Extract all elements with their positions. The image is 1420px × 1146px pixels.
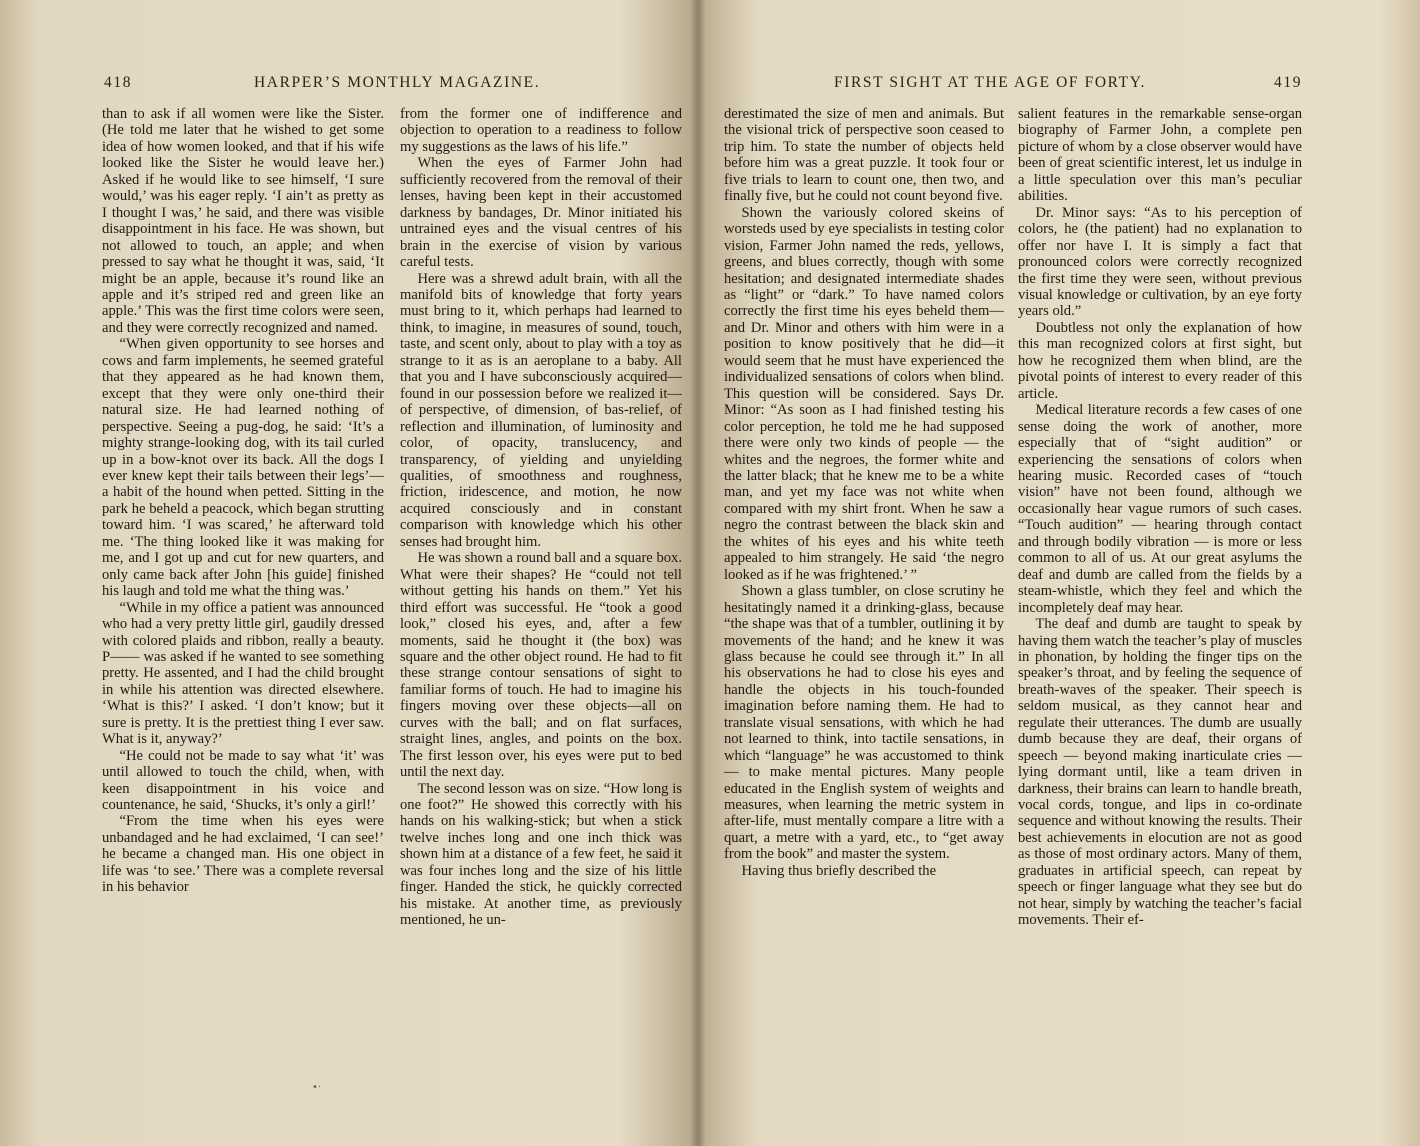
right-column-1 (724, 106, 1004, 1066)
paragraph: Doubtless not only the explanation of how this man recognized colors at first sight, but how he recognized them when blind, are the pivotal points of interest to every reader of this article. (1018, 319, 1302, 402)
paragraph: “While in my office a patient was announced who had a very pretty little girl, gaudily dressed with colored plaids and ribbon, really a beauty. P—— was asked if he wanted to see something pretty. He assented, and I had the child brought in while his attention was directed elsewhere. ‘What is this?’ I asked. ‘I don’t know; but it sure is pretty. It is the prettiest thing I ever saw. What is it, anyway?’ (102, 599, 384, 748)
paragraph: “When given opportunity to see horses and cows and farm implements, he seemed grateful that they appeared as he had known them, except that they were only one-third their natural size. He had learned nothing of perspective. Seeing a pug-dog, he said: ‘It’s a mighty strange-looking dog, with its tail curled up in a bow-knot over its back. All the dogs I ever knew kept their tails between their legs’—a habit of the hound when petted. Sitting in the park he beheld a peacock, which began strutting toward him. ‘I was scared,’ he afterward told me. ‘The thing looked like it was making for me, and I got up and cut for new quarters, and only came back after John [his guide] finished his laugh and told me what the thing was.’ (102, 336, 384, 600)
paragraph: salient features in the remarkable sense-organ biography of Farmer John, a complete pen picture of whom by a close observer would have been of great scientific interest, let us indulge in a little speculation over this man’s peculiar abilities. (1018, 106, 1302, 205)
right-column-2 (1018, 106, 1302, 1066)
running-head-left: HARPER’S MONTHLY MAGAZINE. (254, 74, 541, 91)
paragraph: Shown a glass tumbler, on close scrutiny he hesitatingly named it a drinking-glass, because “the shape was that of a tumbler, outlining it by movements of the hand; and he knew it was glass because he could see through it.” In all his observations he had to close his eyes and handle the objects in his touch-founded imagination before naming them. He had to translate visual sensations, with which he had not learned to think, into tactile sensations, in which “language” he was accustomed to think — to make mental pictures. Many people educated in the English system of weights and measures, when learning the metric system in after-life, must mentally compare a litre with a quart, a metre with a yard, etc., to “get away from the book” and master the system. (724, 583, 1004, 863)
paragraph: “He could not be made to say what ‘it’ was until allowed to touch the child, when, with keen disappointment in his voice and countenance, he said, ‘Shucks, it’s only a girl!’ (102, 747, 384, 814)
page-number-left: 418 (104, 74, 133, 91)
paragraph: than to ask if all women were like the Sister. (He told me later that he wished to get some idea of how women looked, and that if his wife looked like the Sister he would leave her.) Asked if he would like to see himself, ‘I sure would,’ was his eager reply. ‘I ain’t as pretty as I thought I was,’ he said, and there was visible disappointment in his face. He was shown, but not allowed to touch, an apple; and when pressed to say what he thought it was, said, ‘It might be an apple, because it’s round like an apple and it’s striped red and green like an apple.’ This was the first time colors were seen, and they were correctly recognized and named. (102, 106, 384, 336)
paragraph: from the former one of indifference and objection to operation to a readiness to follow my suggestions as the laws of his life.” (400, 106, 682, 155)
left-column-1 (102, 106, 384, 1066)
paragraph: Dr. Minor says: “As to his perception of colors, he (the patient) had no explanation to offer nor have I. It is simply a fact that pronounced colors were correctly recognized the first time they were seen, without previous visual knowledge or cultivation, by an eye forty years old.” (1018, 204, 1302, 320)
paragraph: The second lesson was on size. “How long is one foot?” He showed this correctly with his hands on his walking-stick; but when a stick twelve inches long and one inch thick was shown him at a distance of a few feet, he said it was four inches long and the size of his little finger. Handed the stick, he quickly corrected his mistake. At another time, as previously mentioned, he un- (400, 780, 682, 929)
paragraph: Medical literature records a few cases of one sense doing the work of another, more especially that of “sight audition” or experiencing the sensations of colors when hearing music. Recorded cases of “touch vision” have not been found, although we occasionally hear vague rumors of such cases. “Touch audition” — hearing through contact and through bodily vibration — is more or less common to all of us. At our great asylums the deaf and dumb are called from the fields by a steam-whistle, which they feel and which the incompletely deaf may hear. (1018, 402, 1302, 616)
running-head-right: FIRST SIGHT AT THE AGE OF FORTY. (834, 74, 1146, 91)
paragraph: “From the time when his eyes were unbandaged and he had exclaimed, ‘I can see!’ he became a changed man. His one object in life was ‘to see.’ There was a complete reversal in his behavior (102, 813, 384, 896)
left-page (0, 0, 698, 1146)
paragraph: He was shown a round ball and a square box. What were their shapes? He “could not tell without getting his hands on them.” Yet his third effort was successful. He “took a good look,” closed his eyes, and, after a few moments, said he thought it (the box) was square and the other object round. He had to fit these strange contour sensations of sight to familiar forms of touch. He had to imagine his fingers moving over these objects—all on curves with the ball; and on flat surfaces, straight lines, angles, and points on the box. The first lesson over, his eyes were put to bed until the next day. (400, 550, 682, 781)
paragraph: When the eyes of Farmer John had sufficiently recovered from the removal of their lenses, having been kept in their accustomed darkness by bandages, Dr. Minor initiated his untrained eyes and the visual centres of his brain in the exercise of vision by various careful tests. (400, 155, 682, 271)
paragraph: The deaf and dumb are taught to speak by having them watch the teacher’s play of muscles in phonation, by holding the finger tips on the speaker’s throat, and by feeling the sequence of breath-waves of the speaker. Their speech is seldom musical, as they cannot hear and regulate their utterances. The dumb are usually dumb because they are deaf, their organs of speech — beyond making inarticulate cries — lying dormant until, like a team driven in darkness, their brains can learn to handle breath, vocal cords, tongue, and lips in co-ordinate sequence and without knowing the results. Their best achievements in elocution are not as good as those of most ordinary actors. Many of them, graduates in artificial speech, can repeat by speech or finger language what they see but do not hear, simply by watching the teacher’s facial movements. Their ef- (1018, 616, 1302, 929)
page-number-right: 419 (1274, 74, 1303, 91)
right-page (702, 0, 1420, 1146)
left-column-2 (400, 106, 682, 1066)
ink-mark: •· (312, 1082, 322, 1093)
paragraph: Here was a shrewd adult brain, with all the manifold bits of knowledge that forty years must bring to it, which perhaps had learned to think, to imagine, in measures of sound, touch, taste, and scent only, about to play with a toy as strange to it as is an aeroplane to a baby. All that you and I have subconsciously acquired—found in our possession before we realized it—of perspective, of dimension, of bas-relief, of reflection and illumination, of luminosity and color, of opacity, translucency, and transparency, of yielding and unyielding qualities, of smoothness and roughness, friction, iridescence, and motion, he now acquired consciously and in constant comparison with knowledge which his other senses had brought him. (400, 270, 682, 550)
paragraph: Shown the variously colored skeins of worsteds used by eye specialists in testing color vision, Farmer John named the reds, yellows, greens, and blues correctly, though with some hesitation; and designated intermediate shades as “light” or “dark.” To have named colors correctly the first time his eyes beheld them—and Dr. Minor and others with him were in a position to know positively that he did—it would seem that he must have experienced the individualized sensations of colors when blind. This question will be considered. Says Dr. Minor: “As soon as I had finished testing his color perception, he told me he had supposed there were only two kinds of people — the whites and the negroes, the former white and the latter black; that he knew me to be a white man, and yet my face was not white when compared with my shirt front. When he saw a negro the contrast between the black skin and the whites of his eyes and his white teeth appealed to him strangely. He said ‘the negro looked as if he was frightened.’ ” (724, 204, 1004, 583)
paragraph: derestimated the size of men and animals. But the visional trick of perspective soon ceased to trip him. To state the number of objects held before him was a great puzzle. It took four or five trials to learn to count one, then two, and finally five, but he could not count beyond five. (724, 106, 1004, 205)
paragraph: Having thus briefly described the (741, 862, 937, 879)
